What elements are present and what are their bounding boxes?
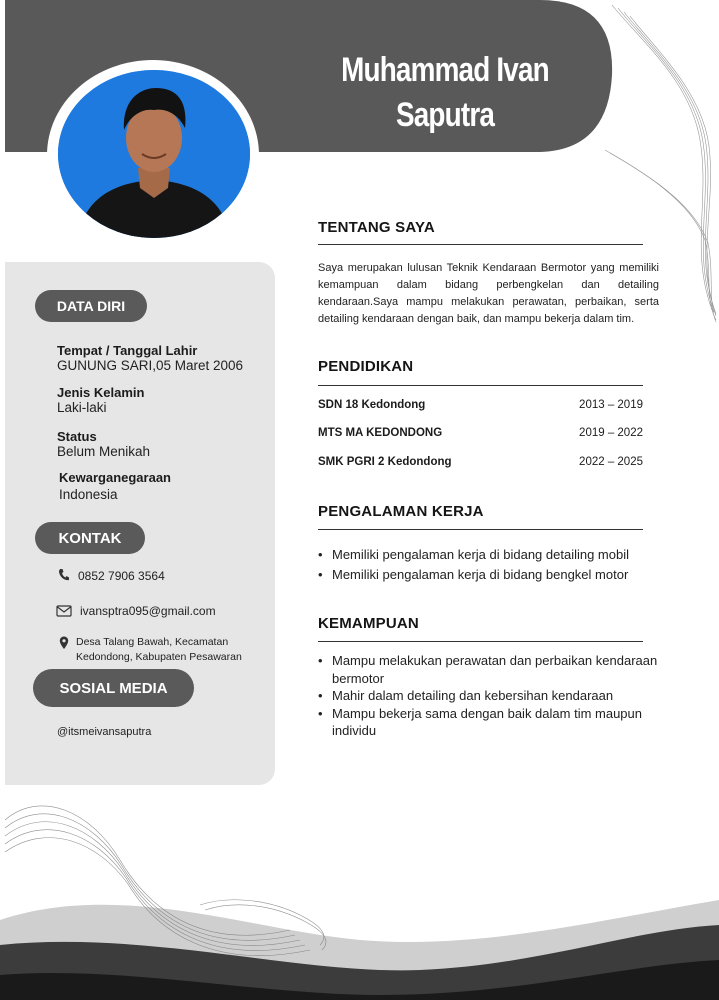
school-name: SMK PGRI 2 Kedondong — [318, 456, 452, 468]
address-line-2: Kedondong, Kabupaten Pesawaran — [76, 651, 242, 663]
address-line-1: Desa Talang Bawah, Kecamatan — [76, 636, 229, 648]
email-icon — [56, 604, 72, 617]
birth-value: GUNUNG SARI,05 Maret 2006 — [57, 358, 244, 373]
school-name: SDN 18 Kedondong — [318, 399, 426, 411]
status-label: Status — [57, 429, 97, 444]
section-pill-data-diri — [35, 290, 147, 322]
education-divider — [318, 385, 643, 386]
location-pin-icon — [59, 636, 69, 650]
school-years: 2013 – 2019 — [579, 399, 643, 411]
citizenship-label: Kewarganegaraan — [59, 470, 171, 485]
citizenship-value: Indonesia — [59, 487, 118, 502]
status-value: Belum Menikah — [57, 444, 151, 459]
section-pill-kontak — [35, 522, 145, 554]
address — [76, 635, 242, 665]
kontak-heading: KONTAK — [58, 529, 122, 547]
list-item: • Mampu melakukan perawatan dan perbaikan kendaraan bermotor — [318, 652, 673, 687]
phone-number[interactable]: 0852 7906 3564 — [78, 569, 165, 583]
email-address[interactable]: ivansptra095@gmail.com — [80, 604, 216, 618]
phone-icon — [58, 568, 70, 582]
gender-value: Laki-laki — [57, 400, 107, 415]
person-silhouette — [58, 70, 250, 238]
name-line-2: Saputra — [395, 96, 495, 134]
education-heading: PENDIDIKAN — [318, 358, 414, 375]
skills-list — [318, 652, 673, 740]
candidate-name — [326, 48, 564, 138]
list-item: • Mampu bekerja sama dengan baik dalam tim maupun individu — [318, 705, 673, 740]
about-divider — [318, 244, 643, 245]
school-years: 2019 – 2022 — [579, 427, 643, 439]
data-diri-heading: DATA DIRI — [56, 298, 126, 314]
school-name: MTS MA KEDONDONG — [318, 427, 443, 439]
name-line-1: Muhammad Ivan — [341, 51, 549, 89]
school-years: 2022 – 2025 — [579, 456, 643, 468]
section-pill-sosial-media — [33, 669, 194, 707]
about-heading: TENTANG SAYA — [318, 219, 435, 236]
birth-label: Tempat / Tanggal Lahir — [57, 343, 198, 358]
experience-divider — [318, 529, 643, 530]
list-item: • Memiliki pengalaman kerja di bidang bengkel motor — [318, 565, 658, 585]
profile-photo — [58, 70, 250, 238]
gender-label: Jenis Kelamin — [57, 385, 145, 400]
list-item: • Memiliki pengalaman kerja di bidang detailing mobil — [318, 545, 658, 565]
list-item: • Mahir dalam detailing dan kebersihan kendaraan — [318, 687, 673, 705]
about-text: Saya merupakan lulusan Teknik Kendaraan Bermotor yang memiliki kemampuan dalam bidang perbengkelan dan detailing kendaraan.Saya mampu melakukan perawatan, perbaikan, serta detailing kendaraan dengan baik, dan mampu bekerja dalam tim. — [318, 262, 659, 325]
experience-heading: PENGALAMAN KERJA — [318, 503, 484, 520]
sosial-media-heading: SOSIAL MEDIA — [59, 679, 168, 697]
social-handle[interactable]: @itsmeivansaputra — [57, 726, 152, 738]
skills-divider — [318, 641, 643, 642]
skills-heading: KEMAMPUAN — [318, 615, 419, 632]
experience-list — [318, 545, 658, 585]
